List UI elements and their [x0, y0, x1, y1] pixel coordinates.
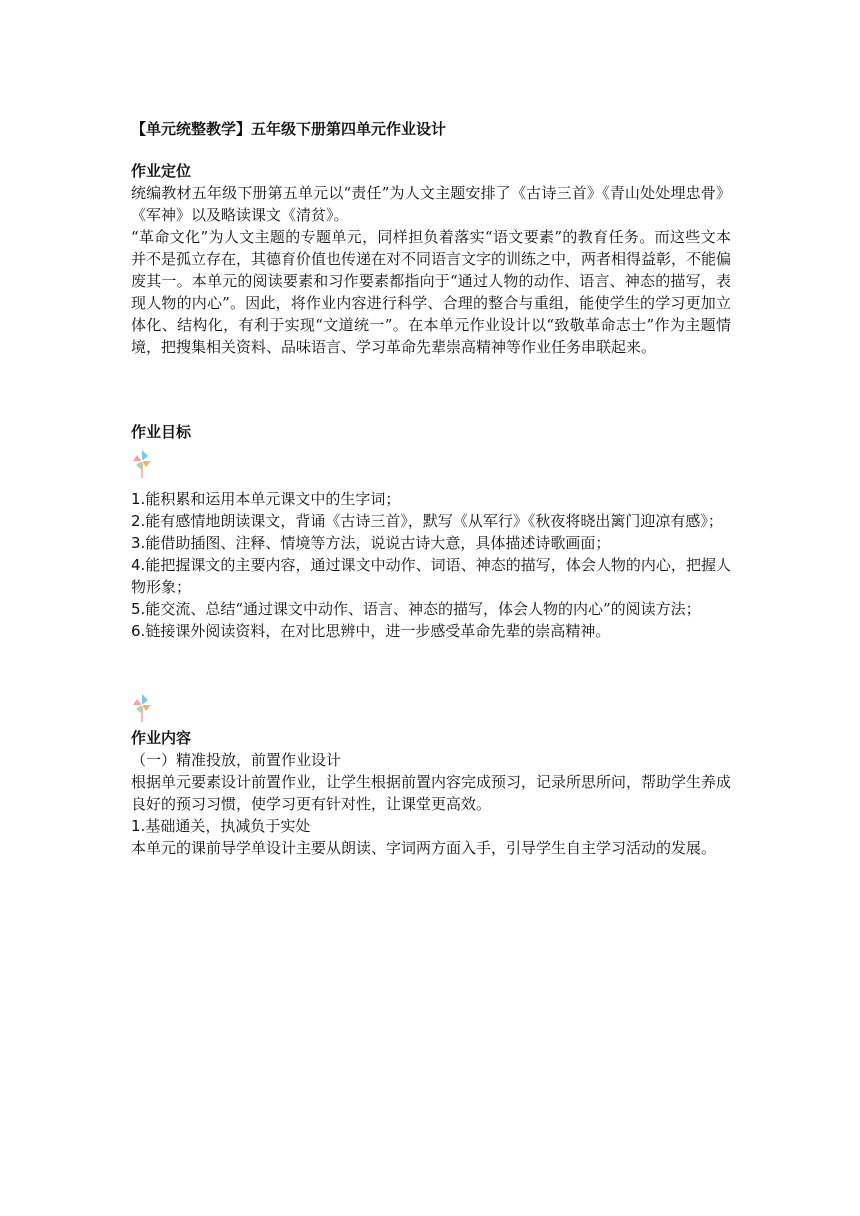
- goal-item-number: 2.: [131, 512, 146, 530]
- goal-item-text: 能交流、总结“通过课文中动作、语言、神态的描写，体会人物的内心”的阅读方法；: [145, 600, 701, 618]
- goal-item-text: 能有感情地朗读课文，背诵《古诗三首》，默写《从军行》《秋夜将晓出篱门迎凉有感》；: [145, 512, 723, 530]
- goal-item: [131, 620, 731, 642]
- document-page: [131, 118, 731, 859]
- content-item-number: 1.: [131, 817, 146, 835]
- goal-item: [131, 488, 731, 510]
- section-content: [131, 692, 731, 859]
- goal-item: [131, 532, 731, 554]
- goal-item-number: 3.: [131, 534, 146, 552]
- section-heading-positioning: 作业定位: [131, 162, 192, 180]
- goal-item-number: 5.: [131, 600, 146, 618]
- goal-item-number: 4.: [131, 556, 146, 574]
- content-subheading: （一）精准投放，前置作业设计: [131, 751, 342, 769]
- goal-item-text: 链接课外阅读资料，在对比思辨中，进一步感受革命先辈的崇高精神。: [145, 622, 611, 640]
- content-item-text: 基础通关，执减负于实处: [145, 817, 311, 835]
- positioning-paragraph: “革命文化”为人文主题的专题单元，同样担负着落实“语文要素”的教育任务。而这些文本并不是孤立存在，其德育价值也传递在对不同语言文字的训练之中，两者相得益彰，不能偏废其一。本单元的阅读要素和习作要素都指向于“通过人物的动作、语言、神态的描写，表现人物的内心”。因此，将作业内容进行科学、合理的整合与重组，能使学生的学习更加立体化、结构化，有利于实现“文道统一”。在本单元作业设计以“致敬革命志士”作为主题情境，把搜集相关资料、品味语言、学习革命先辈崇高精神等作业任务串联起来。: [131, 228, 732, 356]
- section-heading-content: 作业内容: [131, 729, 192, 747]
- goal-item-number: 1.: [131, 490, 146, 508]
- pinwheel-icon: [131, 448, 153, 478]
- goal-item: [131, 598, 731, 620]
- content-item: [131, 815, 731, 837]
- section-positioning: [131, 160, 731, 358]
- pinwheel-icon: [131, 692, 153, 722]
- positioning-paragraph: 统编教材五年级下册第五单元以“责任”为人文主题安排了《古诗三首》《青山处处埋忠骨》《军神》以及略读课文《清贫》。: [131, 184, 731, 224]
- section-heading-goals: 作业目标: [131, 423, 192, 441]
- goal-item: [131, 510, 731, 532]
- goal-item: [131, 554, 731, 598]
- goal-item-number: 6.: [131, 622, 146, 640]
- goal-item-text: 能借助插图、注释、情境等方法，说说古诗大意，具体描述诗歌画面；: [145, 534, 611, 552]
- document-title: 【单元统整教学】五年级下册第四单元作业设计: [131, 120, 447, 138]
- content-paragraph: 根据单元要素设计前置作业，让学生根据前置内容完成预习，记录所思所问，帮助学生养成良好的预习习惯，使学习更有针对性，让课堂更高效。: [131, 773, 732, 813]
- goal-item-text: 能把握课文的主要内容，通过课文中动作、词语、神态的描写，体会人物的内心，把握人物形象；: [131, 556, 731, 596]
- content-paragraph: 本单元的课前导学单设计主要从朗读、字词两方面入手，引导学生自主学习活动的发展。: [131, 839, 717, 857]
- section-goals: [131, 421, 731, 642]
- goal-item-text: 能积累和运用本单元课文中的生字词；: [145, 490, 401, 508]
